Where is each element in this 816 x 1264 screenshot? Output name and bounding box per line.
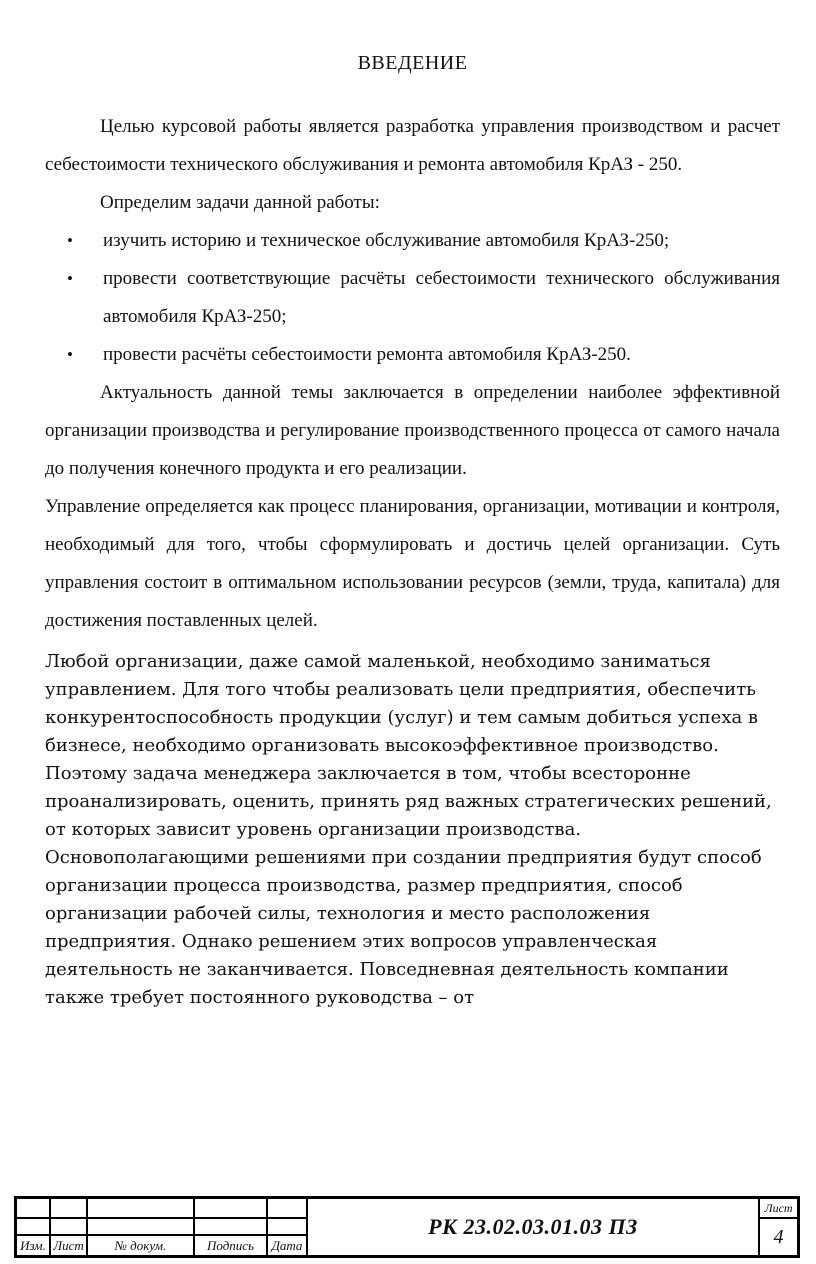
stamp-col-sign: Подпись: [195, 1236, 268, 1255]
page-title: ВВЕДЕНИЕ: [357, 52, 468, 74]
list-item: [45, 260, 780, 336]
list-item-text: провести соответствующие расчёты себестоимости технического обслуживания автомобиля КрАЗ-250;: [103, 268, 780, 327]
paragraph-tasks-intro: Определим задачи данной работы:: [100, 192, 380, 213]
bullet-icon: •: [67, 231, 73, 250]
stamp-sheet-label: Лист: [760, 1199, 797, 1219]
stamp-empty-cell: [17, 1199, 51, 1219]
title-block-grid: [17, 1199, 797, 1255]
title-block: [14, 1196, 800, 1258]
stamp-sheet-number: 4: [773, 1225, 784, 1248]
stamp-col-doc: № докум.: [88, 1236, 195, 1255]
list-item-text: изучить историю и техническое обслуживание автомобиля КрАЗ-250;: [103, 230, 670, 251]
list-item: [45, 336, 780, 374]
stamp-col-date: Дата: [268, 1236, 308, 1255]
paragraph-relevance: Актуальность данной темы заключается в определении наиболее эффективной организации производства и регулирование производственного процесса от самого начала до получения конечного продукта и его реализации.: [45, 382, 780, 479]
paragraph-any-organization: Любой организации, даже самой маленькой, необходимо заниматься управлением. Для того чтобы реализовать цели предприятия, обеспечить конкурентоспособность продукции (услуг) и тем самым добиться успеха в бизнесе, необходимо организовать высокоэффективное производство. Поэтому задача менеджера заключается в том, чтобы всесторонне проанализировать, оценить, принять ряд важных стратегических решений, от которых зависит уровень организации производства. Основополагающими решениями при создании предприятия будут способ организации процесса производства, размер предприятия, способ организации рабочей силы, технология и место расположения предприятия. Однако решением этих вопросов управленческая деятельность не заканчивается. Повседневная деятельность компании также требует постоянного руководства – от: [45, 651, 772, 1008]
stamp-empty-cell: [88, 1219, 195, 1236]
stamp-empty-cell: [17, 1219, 51, 1236]
stamp-empty-cell: [268, 1219, 308, 1236]
bullet-icon: •: [67, 345, 73, 364]
stamp-empty-cell: [195, 1199, 268, 1219]
list-item-text: провести расчёты себестоимости ремонта автомобиля КрАЗ-250.: [103, 344, 631, 365]
stamp-col-izm: Изм.: [17, 1236, 51, 1255]
document-content: [45, 44, 780, 1012]
stamp-empty-cell: [51, 1219, 88, 1236]
paragraph-goal: Целью курсовой работы является разработка управления производством и расчет себестоимости технического обслуживания и ремонта автомобиля КрАЗ - 250.: [45, 116, 780, 175]
stamp-empty-cell: [51, 1199, 88, 1219]
bullet-icon: •: [67, 269, 73, 288]
stamp-empty-cell: [268, 1199, 308, 1219]
stamp-doc-code: РК 23.02.03.01.03 ПЗ: [308, 1199, 760, 1255]
stamp-col-list: Лист: [51, 1236, 88, 1255]
stamp-empty-cell: [88, 1199, 195, 1219]
task-list: [45, 222, 780, 374]
paragraph-management-definition: Управление определяется как процесс планирования, организации, мотивации и контроля, необходимый для того, чтобы сформулировать и достичь целей организации. Суть управления состоит в оптимальном использовании ресурсов (земли, труда, капитала) для достижения поставленных целей.: [45, 496, 780, 631]
list-item: [45, 222, 780, 260]
stamp-empty-cell: [195, 1219, 268, 1236]
